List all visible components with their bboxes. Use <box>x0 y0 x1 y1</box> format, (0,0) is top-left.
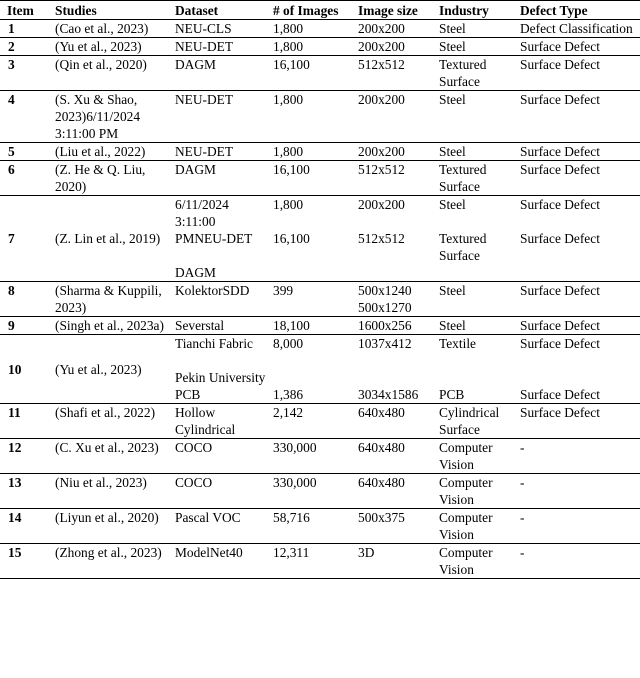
image-size-entry: 3034x1586 <box>358 387 419 402</box>
dataset-cell: Hollow Cylindrical <box>175 405 236 437</box>
dataset-cell: Pascal VOC <box>175 510 241 525</box>
item-number: 5 <box>8 144 15 159</box>
images-cell: 330,000 <box>273 475 317 490</box>
image-size-cell <box>351 282 432 317</box>
image-size-cell: 200x200 <box>358 144 405 159</box>
dataset-cell: COCO <box>175 475 213 490</box>
images-cell: 18,100 <box>273 318 310 333</box>
defect-type-cell: Surface Defect <box>520 162 600 177</box>
study-cell: (Liu et al., 2022) <box>55 144 146 159</box>
study-cell: (C. Xu et al., 2023) <box>55 440 159 455</box>
study-cell: (Shafi et al., 2022) <box>55 405 156 420</box>
image-size-entry: 500x1270 <box>358 300 412 315</box>
item-number: 12 <box>8 440 22 455</box>
image-size-cell: 512x512 <box>358 57 405 72</box>
header-defect-type: Defect Type <box>520 3 588 18</box>
dataset-cell: Severstal <box>175 318 225 333</box>
header-studies: Studies <box>55 3 97 18</box>
table-row <box>0 91 640 143</box>
defect-type-cell: Surface Defect <box>520 318 600 333</box>
table-row <box>0 38 640 56</box>
defect-type-cell: - <box>520 440 525 455</box>
image-size-entry: 200x200 <box>358 197 405 212</box>
image-size-cell: 640x480 <box>358 475 405 490</box>
table-row <box>0 143 640 161</box>
industry-cell: Computer Vision <box>439 510 493 542</box>
item-number: 6 <box>8 162 15 177</box>
images-cell: 330,000 <box>273 440 317 455</box>
images-cell: 58,716 <box>273 510 310 525</box>
table-row <box>0 20 640 38</box>
defect-type-cell <box>513 196 640 282</box>
image-size-cell: 200x200 <box>358 92 405 107</box>
images-cell: 16,100 <box>273 57 310 72</box>
image-size-cell: 200x200 <box>358 39 405 54</box>
images-cell <box>266 196 351 282</box>
defect-type-entry: Surface Defect <box>520 336 600 351</box>
image-size-entry: 1037x412 <box>358 336 412 351</box>
defect-type-cell: - <box>520 475 525 490</box>
dataset-cell: ModelNet40 <box>175 545 243 560</box>
study-cell: (Liyun et al., 2020) <box>55 510 159 525</box>
table-row <box>0 509 640 544</box>
defect-type-entry: Surface Defect <box>520 197 600 212</box>
study-cell: (Z. Lin et al., 2019) <box>55 231 161 246</box>
header-image-size: Image size <box>358 3 418 18</box>
image-size-cell: 640x480 <box>358 405 405 420</box>
header-row <box>0 1 640 20</box>
study-cell: (Z. He & Q. Liu, 2020) <box>55 162 146 194</box>
dataset-cell: DAGM <box>175 162 216 177</box>
industry-cell: Textured Surface <box>439 162 487 194</box>
study-cell: (Yu et al., 2023) <box>55 39 142 54</box>
table-row <box>0 335 640 404</box>
header-images: # of Images <box>273 3 339 18</box>
header-dataset: Dataset <box>175 3 219 18</box>
dataset-entry: 6/11/2024 3:11:00 PMNEU-DET <box>175 197 253 246</box>
industry-cell: Steel <box>439 39 466 54</box>
defect-type-entry: Surface Defect <box>520 387 600 402</box>
study-cell: (Qin et al., 2020) <box>55 57 147 72</box>
item-number: 13 <box>8 475 22 490</box>
item-number: 9 <box>8 318 15 333</box>
image-size-cell: 500x375 <box>358 510 405 525</box>
industry-entry: PCB <box>439 387 465 402</box>
dataset-cell <box>168 335 266 404</box>
defect-type-cell: Surface Defect <box>520 92 600 107</box>
study-cell: (Singh et al., 2023a) <box>55 318 164 333</box>
industry-cell: Steel <box>439 318 466 333</box>
image-size-entry: 512x512 <box>358 231 405 246</box>
dataset-entry: Pekin University PCB <box>175 370 266 402</box>
item-number: 15 <box>8 545 22 560</box>
dataset-cell <box>168 196 266 282</box>
dataset-cell: NEU-DET <box>175 144 234 159</box>
image-size-cell: 512x512 <box>358 162 405 177</box>
industry-cell: Steel <box>439 21 466 36</box>
industry-cell: Textured Surface <box>439 57 487 89</box>
image-size-cell: 640x480 <box>358 440 405 455</box>
dataset-cell: DAGM <box>175 57 216 72</box>
study-cell: (Niu et al., 2023) <box>55 475 147 490</box>
industry-cell: Steel <box>439 92 466 107</box>
defect-type-cell: - <box>520 510 525 525</box>
item-number: 10 <box>8 361 22 377</box>
images-cell <box>266 335 351 404</box>
image-size-entry: 500x1240 <box>358 283 412 298</box>
item-number: 4 <box>8 92 15 107</box>
defect-type-cell: Surface Defect <box>520 144 600 159</box>
industry-cell: Computer Vision <box>439 545 493 577</box>
images-cell: 1,800 <box>273 39 304 54</box>
defect-type-cell: Surface Defect <box>520 405 600 420</box>
dataset-entry: DAGM <box>175 265 216 280</box>
industry-cell: Computer Vision <box>439 475 493 507</box>
table-row <box>0 317 640 335</box>
dataset-cell: NEU-DET <box>175 39 234 54</box>
header-industry: Industry <box>439 3 489 18</box>
industry-cell: Steel <box>439 283 466 298</box>
image-size-cell <box>351 335 432 404</box>
table-row <box>0 196 640 282</box>
image-size-cell: 1600x256 <box>358 318 412 333</box>
images-cell: 1,800 <box>273 92 304 107</box>
study-cell: (S. Xu & Shao, 2023)6/11/2024 3:11:00 PM <box>55 92 141 141</box>
images-cell: 1,800 <box>273 144 304 159</box>
industry-entry: Textile <box>439 336 476 351</box>
images-entry: 1,386 <box>273 387 304 402</box>
defect-type-cell: Surface Defect <box>520 57 600 72</box>
item-number: 11 <box>8 405 21 420</box>
dataset-cell: NEU-DET <box>175 92 234 107</box>
industry-entry: Steel <box>439 197 466 212</box>
industry-entry: Textured Surface <box>439 231 487 263</box>
defect-type-cell <box>513 335 640 404</box>
image-size-cell: 3D <box>358 545 375 560</box>
industry-cell <box>432 196 513 282</box>
dataset-cell: COCO <box>175 440 213 455</box>
item-number: 3 <box>8 57 15 72</box>
defect-type-cell: Defect Classification <box>520 21 633 36</box>
table-row <box>0 161 640 196</box>
images-cell: 2,142 <box>273 405 304 420</box>
defect-type-cell: Surface Defect <box>520 39 600 54</box>
images-cell: 12,311 <box>273 545 310 560</box>
defect-type-cell: - <box>520 545 525 560</box>
industry-cell: Steel <box>439 144 466 159</box>
item-number: 14 <box>8 510 22 525</box>
dataset-cell: KolektorSDD <box>175 283 250 298</box>
study-cell: (Yu et al., 2023) <box>55 361 142 377</box>
industry-cell: Cylindrical Surface <box>439 405 500 437</box>
images-entry: 8,000 <box>273 336 304 351</box>
images-entry: 16,100 <box>273 231 310 246</box>
item-number: 1 <box>8 21 15 36</box>
header-item: Item <box>7 3 34 18</box>
dataset-entry: Tianchi Fabric <box>175 336 253 351</box>
item-number: 8 <box>8 283 15 298</box>
images-cell: 16,100 <box>273 162 310 177</box>
table-row <box>0 544 640 579</box>
defect-type-cell: Surface Defect <box>520 283 600 298</box>
table-row <box>0 404 640 439</box>
table-row <box>0 474 640 509</box>
dataset-cell: NEU-CLS <box>175 21 232 36</box>
study-cell: (Cao et al., 2023) <box>55 21 149 36</box>
item-number: 7 <box>8 231 15 246</box>
industry-cell <box>432 335 513 404</box>
images-cell: 399 <box>273 283 294 298</box>
defect-type-entry: Surface Defect <box>520 231 600 246</box>
images-cell: 1,800 <box>273 21 304 36</box>
industry-cell: Computer Vision <box>439 440 493 472</box>
table-row <box>0 282 640 317</box>
image-size-cell <box>351 196 432 282</box>
study-cell: (Zhong et al., 2023) <box>55 545 162 560</box>
image-size-cell: 200x200 <box>358 21 405 36</box>
item-number: 2 <box>8 39 15 54</box>
table-row <box>0 439 640 474</box>
table-row <box>0 56 640 91</box>
study-cell: (Sharma & Kuppili, 2023) <box>55 283 162 315</box>
images-entry: 1,800 <box>273 197 304 212</box>
